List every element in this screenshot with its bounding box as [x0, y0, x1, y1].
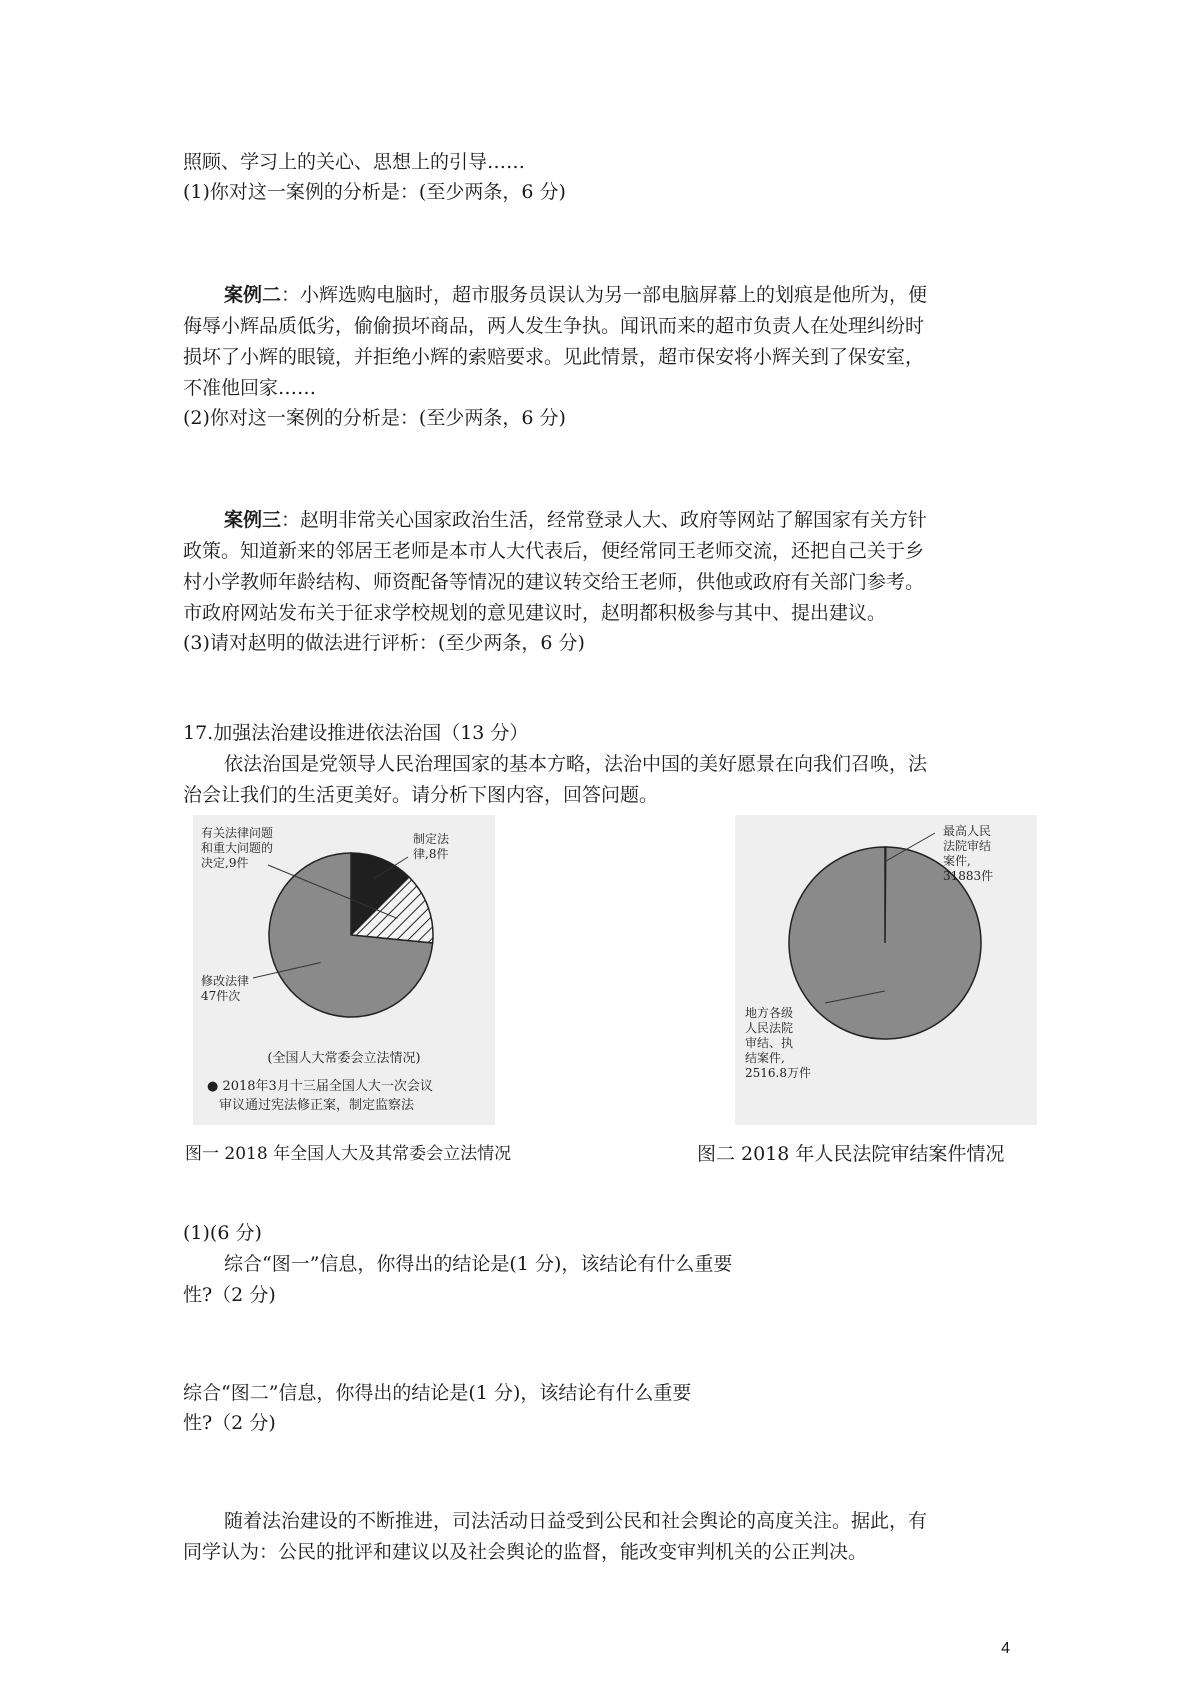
pie-label-2: 地方各级人民法院审结、执结案件, 2516.8万件	[745, 1006, 811, 1080]
pie-chart-2	[735, 815, 1037, 1125]
case-2-line-3: 损坏了小辉的眼镜，并拒绝小辉的索赔要求。见此情景，超市保安将小辉关到了保安室，	[183, 346, 925, 368]
question-17-title: 17.加强法治建设推进依法治国（13 分）	[183, 722, 529, 744]
case-2-line-1	[224, 280, 927, 310]
case-2-label: 案例二	[224, 284, 282, 306]
sub-question-1: (1)(6 分)	[183, 1222, 262, 1244]
figure-2-caption: 图二 2018 年人民法院审结案件情况	[697, 1143, 1005, 1165]
text-line: 照顾、学习上的关心、思想上的引导……	[183, 151, 526, 173]
case-2-line-4: 不准他回家……	[183, 377, 317, 399]
case-3-text: ：赵明非常关心国家政治生活，经常登录人大、政府等网站了解国家有关方针	[281, 509, 928, 531]
pie-label-2: 有关法律问题和重大问题的决定,9件	[201, 826, 274, 870]
last-paragraph-line-1: 随着法治建设的不断推进，司法活动日益受到公民和社会舆论的高度关注。据此，有	[224, 1510, 928, 1532]
case-3-line-3: 村小学教师年龄结构、师资配备等情况的建议转交给王老师，供他或政府有关部门参考。	[183, 571, 925, 593]
figure-1	[193, 815, 495, 1125]
chart-1-title: (全国人大常委会立法情况)	[267, 1051, 421, 1066]
pie-label-1: 制定法律,8件	[413, 832, 450, 861]
pie-label-1: 最高人民法院审结案件, 31883件	[943, 824, 994, 883]
chart-1-note-line-1: ● 2018年3月十三届全国人大一次会议	[207, 1079, 433, 1094]
figure-2	[735, 815, 1037, 1125]
case-2-text: ：小辉选购电脑时，超市服务员误认为另一部电脑屏幕上的划痕是他所为，便	[281, 284, 928, 306]
figure-2-question-line-1: 综合“图二”信息，你得出的结论是(1 分)，该结论有什么重要	[183, 1382, 692, 1404]
figure-1-caption: 图一 2018 年全国人大及其常委会立法情况	[185, 1144, 512, 1164]
pie-chart-1	[193, 815, 495, 1125]
figure-1-question-line-1: 综合“图一”信息，你得出的结论是(1 分)，该结论有什么重要	[224, 1253, 733, 1275]
figure-1-question-line-2: 性?（2 分)	[183, 1284, 276, 1306]
case-3-line-2: 政策。知道新来的邻居王老师是本市人大代表后，便经常同王老师交流，还把自己关于乡	[183, 540, 925, 562]
chart-1-note-line-2: 审议通过宪法修正案，制定监察法	[219, 1098, 415, 1113]
question-17-paragraph-line-2: 治会让我们的生活更美好。请分析下图内容，回答问题。	[183, 784, 659, 806]
question-17-paragraph-line-1: 依法治国是党领导人民治理国家的基本方略，法治中国的美好愿景在向我们召唤，法	[224, 753, 928, 775]
figure-2-question-line-2: 性?（2 分)	[183, 1412, 276, 1434]
case-2-line-2: 侮辱小辉品质低劣，偷偷损坏商品，两人发生争执。闻讯而来的超市负责人在处理纠纷时	[183, 315, 925, 337]
pie-label-3: 修改法律 47件次	[201, 974, 250, 1003]
question-1: (1)你对这一案例的分析是：(至少两条，6 分)	[183, 181, 566, 203]
case-3-line-1	[224, 505, 927, 535]
question-2: (2)你对这一案例的分析是：(至少两条，6 分)	[183, 407, 566, 429]
page-number: 4	[1001, 1640, 1010, 1657]
case-3-line-4: 市政府网站发布关于征求学校规划的意见建议时，赵明都积极参与其中、提出建议。	[183, 602, 887, 624]
case-3-label: 案例三	[224, 509, 282, 531]
last-paragraph-line-2: 同学认为：公民的批评和建议以及社会舆论的监督，能改变审判机关的公正判决。	[183, 1541, 868, 1563]
question-3: (3)请对赵明的做法进行评析：(至少两条，6 分)	[183, 632, 585, 654]
